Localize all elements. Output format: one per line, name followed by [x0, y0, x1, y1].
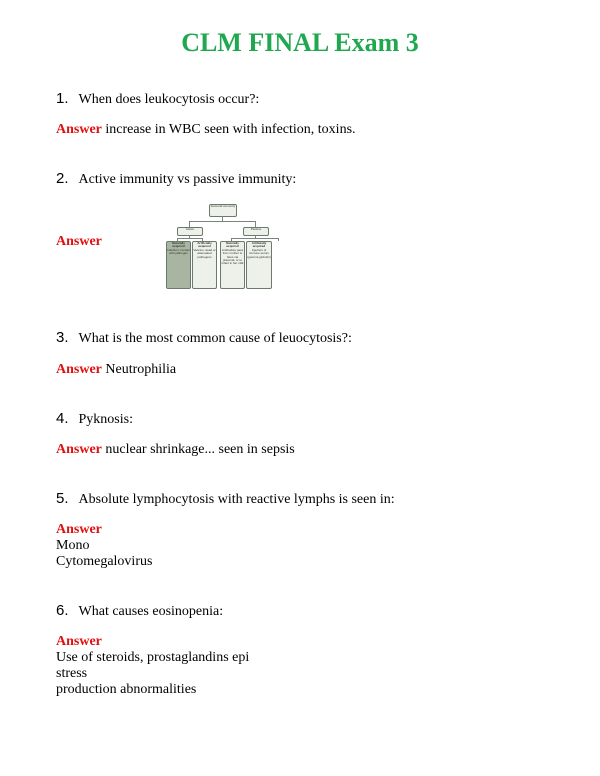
- diagram-leaf-box: Artificially acquired Vaccine; dead or attenuated pathogens: [192, 241, 217, 289]
- diagram-connector: [177, 238, 202, 239]
- answer-text: Neutrophilia: [105, 362, 177, 377]
- diagram-connector: [189, 235, 190, 238]
- answer-label: Answer: [56, 362, 102, 377]
- diagram-passive-box: Passive: [243, 227, 269, 236]
- diagram-leaf-box: Artificially acquired Injection of immune serum (gamma globulin): [246, 241, 272, 289]
- diagram-leaf-box: Naturally acquired Antibodies pass from mother to fetus via placenta; or to infant in her milk: [220, 241, 245, 289]
- answer-label: Answer: [56, 122, 102, 137]
- question-4: [56, 410, 133, 428]
- answer-label: Answer: [56, 234, 102, 249]
- answer-3: [56, 362, 176, 378]
- diagram-connector: [231, 238, 278, 239]
- question-number: 4.: [56, 410, 69, 427]
- answer-4: [56, 442, 295, 458]
- diagram-leaf-box: Naturally acquired Infection; contact with pathogen: [166, 241, 191, 289]
- answer-label: Answer: [56, 634, 102, 649]
- diagram-root-box: Humoral immunity: [209, 204, 237, 217]
- question-5: [56, 490, 395, 508]
- question-1: [56, 90, 259, 108]
- answer-6: [56, 634, 249, 698]
- question-number: 1.: [56, 90, 69, 107]
- question-text: What is the most common cause of leuocytosis?:: [78, 331, 352, 346]
- answer-5: [56, 522, 152, 570]
- question-3: [56, 329, 352, 347]
- answer-line: stress: [56, 666, 88, 681]
- diagram-connector: [278, 238, 279, 241]
- answer-label: Answer: [56, 522, 102, 537]
- answer-line: Cytomegalovirus: [56, 554, 153, 569]
- question-6: [56, 602, 223, 620]
- page-title: CLM FINAL Exam 3: [181, 28, 419, 57]
- answer-label: Answer: [56, 442, 102, 457]
- answer-line: Mono: [56, 538, 90, 553]
- question-number: 6.: [56, 602, 69, 619]
- diagram-connector: [189, 221, 255, 222]
- answer-text: nuclear shrinkage... seen in sepsis: [105, 442, 295, 457]
- question-number: 2.: [56, 170, 69, 187]
- question-text: Absolute lymphocytosis with reactive lymphs is seen in:: [78, 492, 395, 507]
- question-number: 3.: [56, 329, 69, 346]
- diagram-active-box: Active: [177, 227, 203, 236]
- question-text: Pyknosis:: [78, 412, 133, 427]
- answer-1: [56, 122, 356, 138]
- humoral-immunity-diagram: [165, 204, 287, 290]
- answer-line: production abnormalities: [56, 682, 197, 697]
- question-number: 5.: [56, 490, 69, 507]
- question-text: What causes eosinopenia:: [78, 604, 224, 619]
- diagram-connector: [255, 235, 256, 238]
- question-text: When does leukocytosis occur?:: [78, 92, 260, 107]
- answer-2: [56, 234, 102, 250]
- answer-line: Use of steroids, prostaglandins epi: [56, 650, 250, 665]
- answer-text: increase in WBC seen with infection, toxins.: [105, 122, 356, 137]
- question-2: [56, 170, 296, 188]
- question-text: Active immunity vs passive immunity:: [78, 172, 297, 187]
